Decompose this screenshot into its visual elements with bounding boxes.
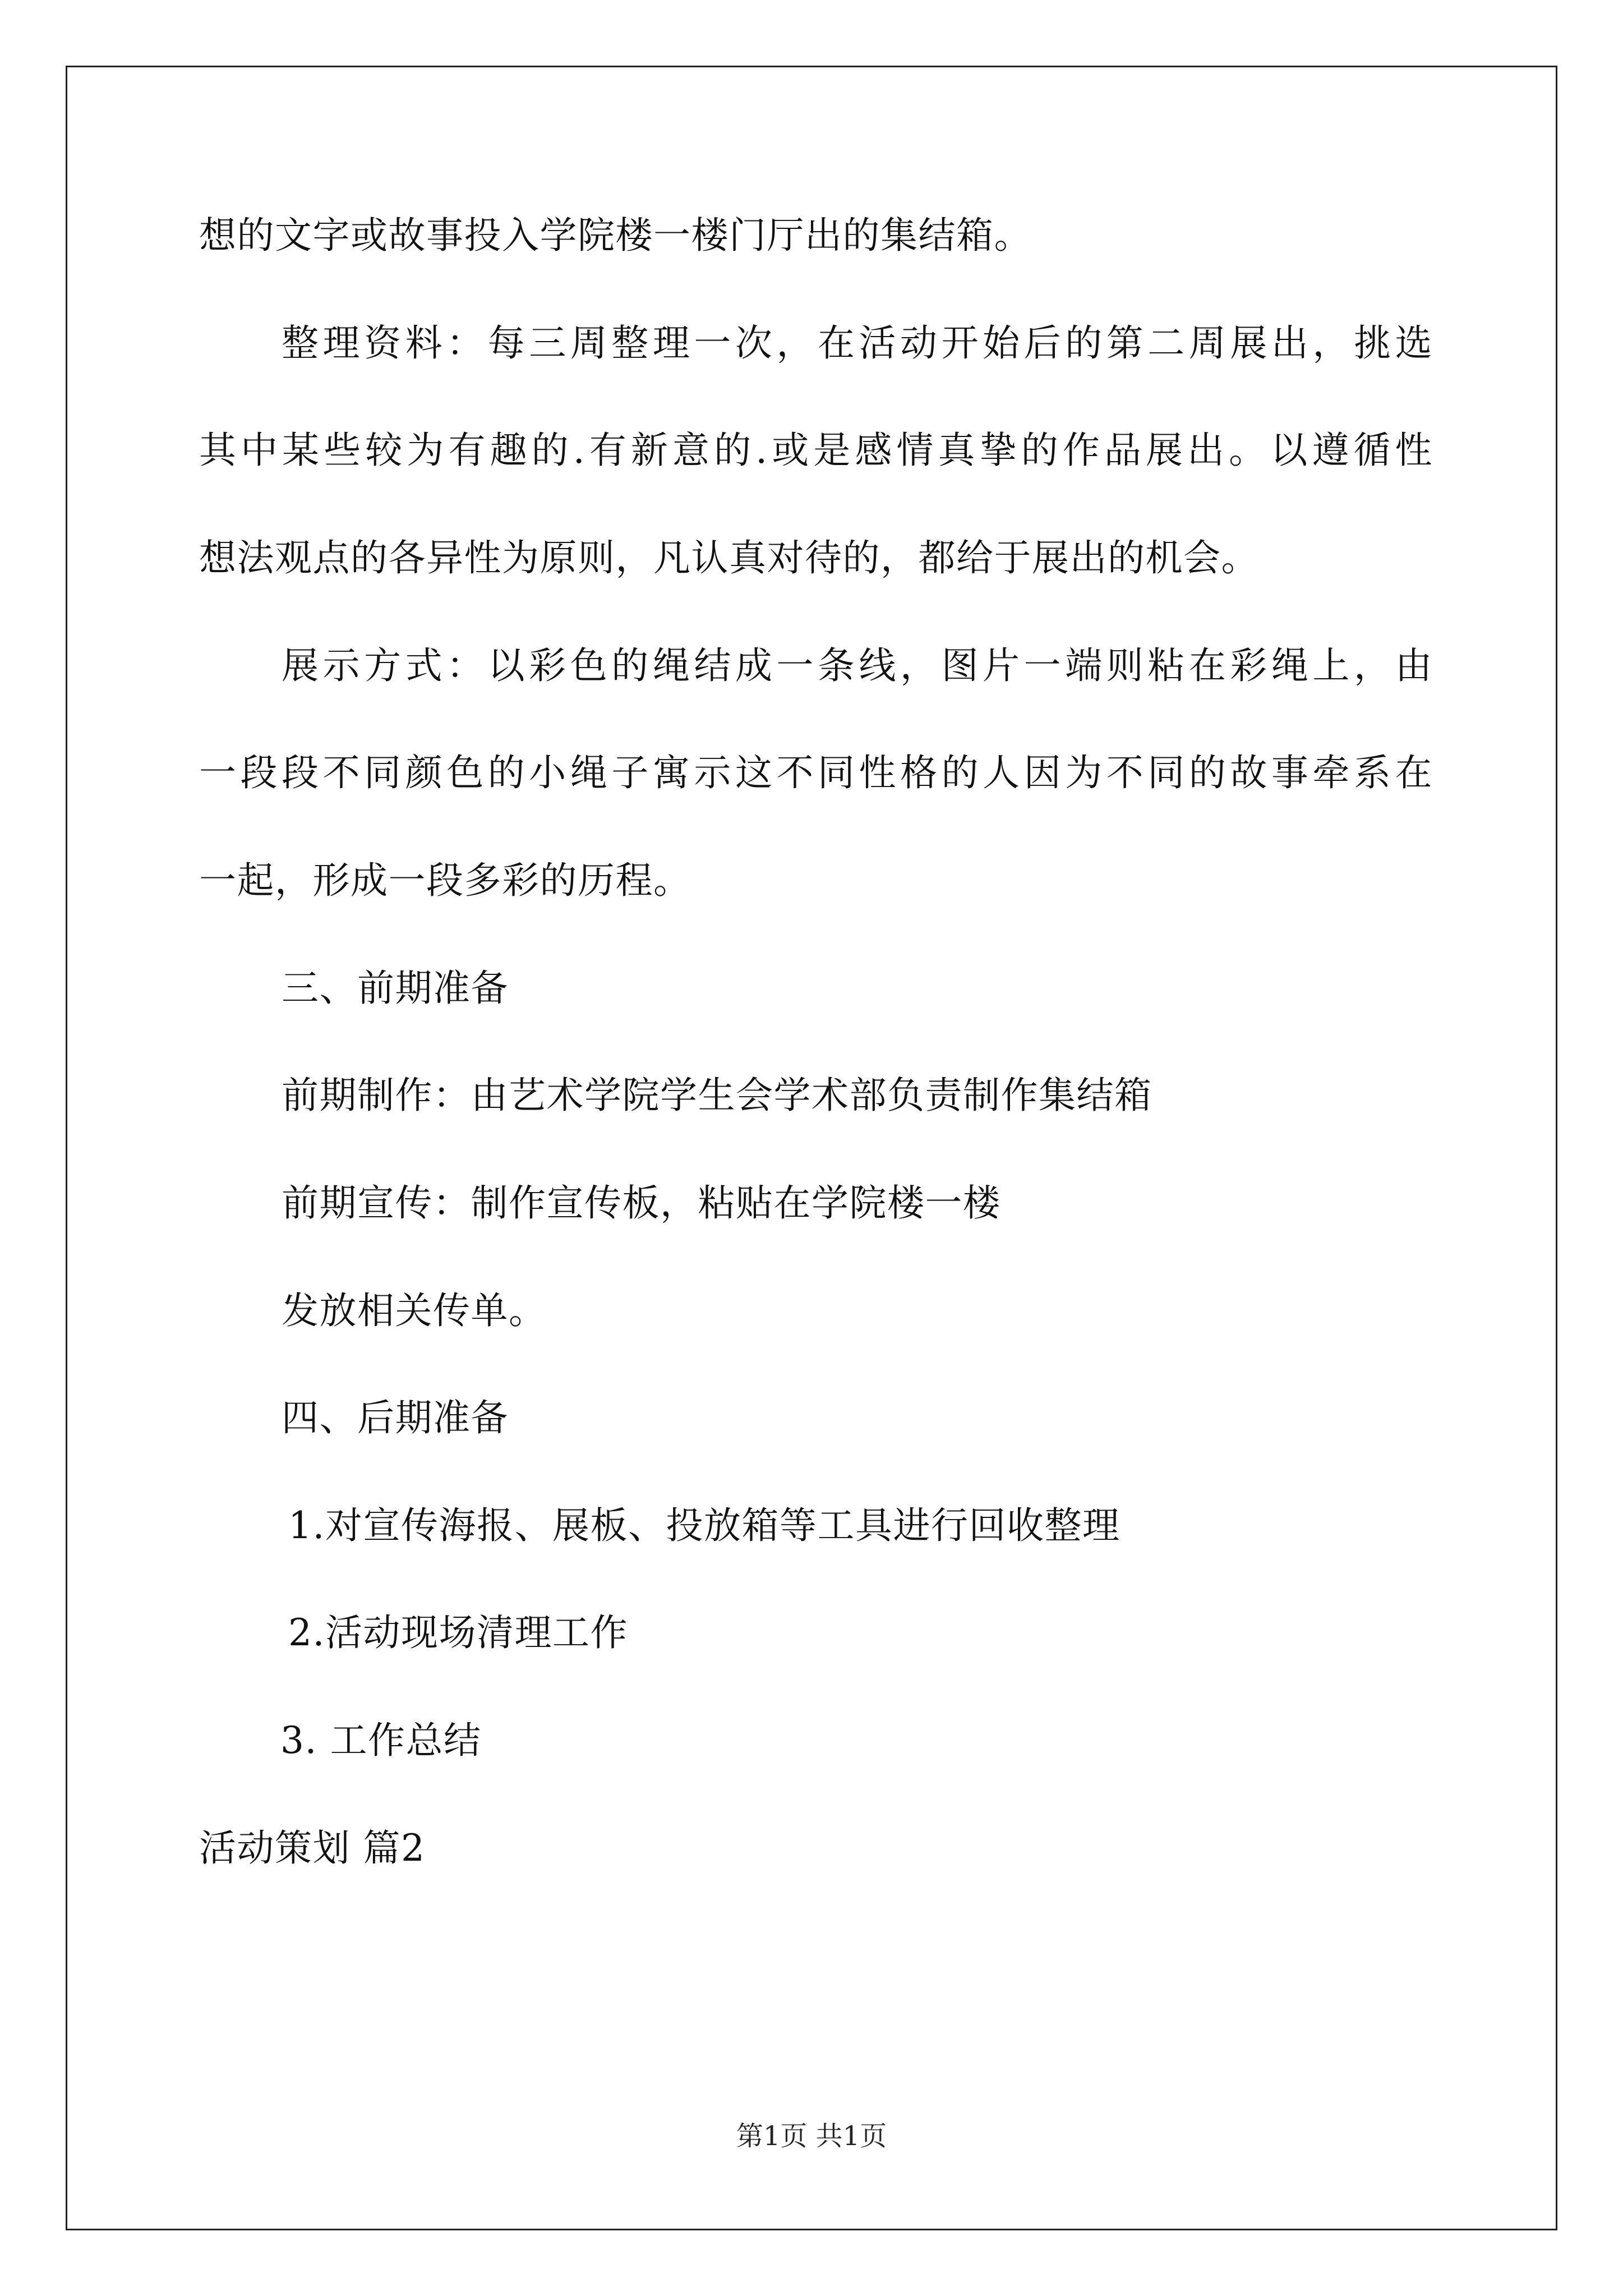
page-border (66, 66, 1557, 2230)
paragraph-line-6: 一段段不同颜色的小绳子寓示这不同性格的人因为不同的故事牵系在 (199, 751, 1433, 794)
section-heading-4: 四、后期准备 (282, 1396, 509, 1439)
paragraph-line-2: 整理资料：每三周整理一次，在活动开始后的第二周展出，挑选 (282, 321, 1433, 365)
paragraph-line-1: 想的文字或故事投入学院楼一楼门厅出的集结箱。 (199, 214, 1032, 257)
list-item-1: 1.对宣传海报、展板、投放箱等工具进行回收整理 (288, 1504, 1121, 1547)
paragraph-line-8: 前期制作：由艺术学院学生会学术部负责制作集结箱 (282, 1074, 1152, 1117)
section-heading-3: 三、前期准备 (282, 967, 509, 1010)
next-section-title: 活动策划 篇2 (199, 1826, 426, 1870)
list-item-2: 2.活动现场清理工作 (288, 1611, 628, 1654)
paragraph-line-3: 其中某些较为有趣的.有新意的.或是感情真挚的作品展出。以遵循性 (199, 429, 1433, 472)
list-item-3: 3. 工作总结 (280, 1719, 482, 1762)
paragraph-line-10: 发放相关传单。 (282, 1289, 547, 1332)
paragraph-line-5: 展示方式：以彩色的绳结成一条线，图片一端则粘在彩绳上，由 (282, 644, 1433, 687)
paragraph-line-7: 一起，形成一段多彩的历程。 (199, 859, 691, 902)
paragraph-line-4: 想法观点的各异性为原则，凡认真对待的，都给于展出的机会。 (199, 536, 1259, 579)
paragraph-line-9: 前期宣传：制作宣传板，粘贴在学院楼一楼 (282, 1181, 1001, 1225)
page-number-footer: 第1页 共1页 (736, 2120, 887, 2152)
